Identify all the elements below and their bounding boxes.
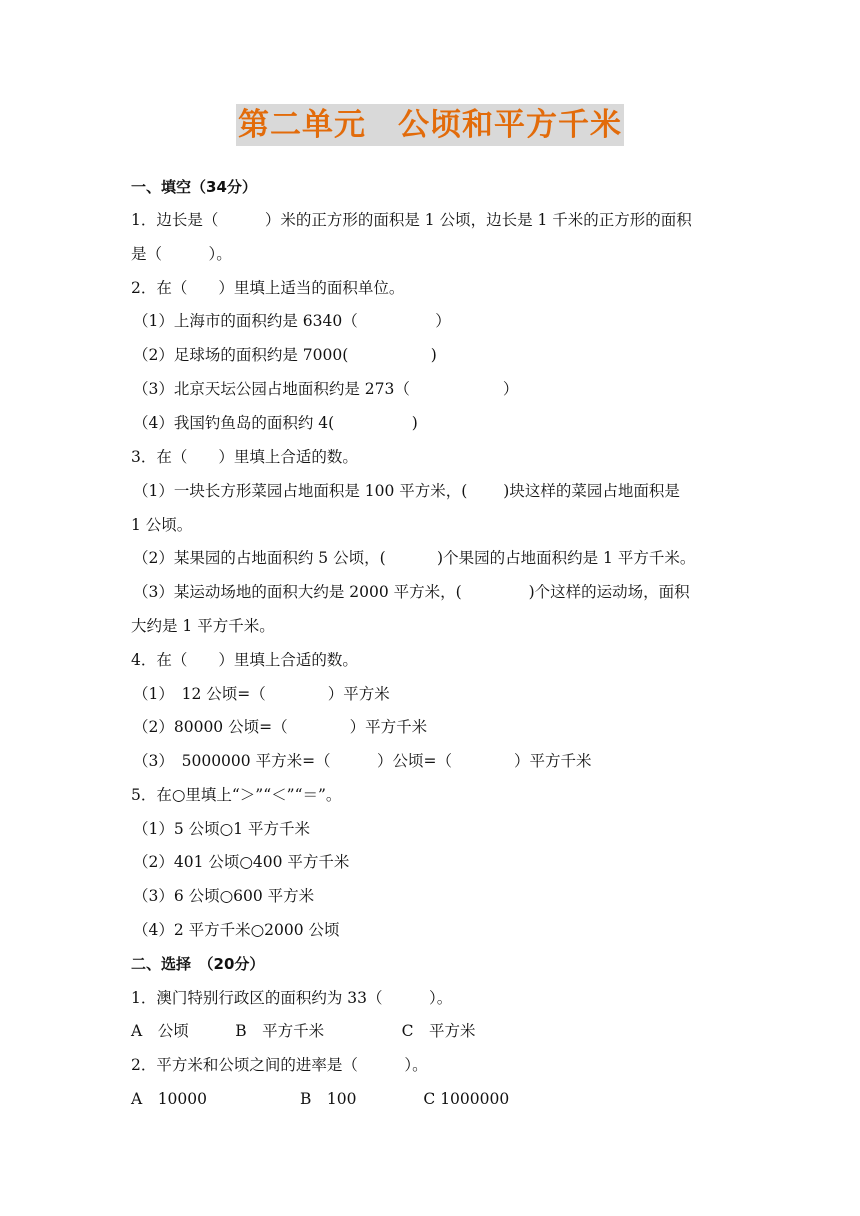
question-line: （4）2 平方千米○2000 公顷 bbox=[133, 921, 340, 939]
question-line: 2．平方米和公顷之间的进率是（ ）。 bbox=[131, 1056, 428, 1074]
question-line: （2）某果园的占地面积约 5 公顷，( )个果园的占地面积约是 1 平方千米。 bbox=[133, 549, 696, 567]
question-line: （4）我国钓鱼岛的面积约 4( ) bbox=[133, 414, 418, 432]
page-title: 第二单元 公顷和平方千米 bbox=[236, 104, 624, 146]
question-line: 1 公顷。 bbox=[131, 516, 193, 534]
question-line: 1．澳门特别行政区的面积约为 33（ ）。 bbox=[131, 989, 453, 1007]
question-line: 3．在（ ）里填上合适的数。 bbox=[131, 448, 358, 466]
question-line: （1）5 公顷○1 平方千米 bbox=[133, 820, 310, 838]
question-line: 5．在○里填上“＞”“＜”“＝”。 bbox=[131, 786, 342, 804]
question-line: （1） 12 公顷=（ ）平方米 bbox=[133, 685, 390, 703]
answer-options: A 公顷 B 平方千米 C 平方米 bbox=[131, 1022, 476, 1040]
question-line: 是（ ）。 bbox=[131, 245, 232, 263]
question-line: 1．边长是（ ）米的正方形的面积是 1 公顷，边长是 1 千米的正方形的面积 bbox=[131, 211, 692, 229]
question-line: 2．在（ ）里填上适当的面积单位。 bbox=[131, 279, 405, 297]
question-line: 4．在（ ）里填上合适的数。 bbox=[131, 651, 358, 669]
title-container bbox=[0, 104, 860, 146]
question-line: （3）北京天坛公园占地面积约是 273（ ） bbox=[133, 380, 519, 398]
section-heading-choice: 二、选择 （20分） bbox=[131, 955, 265, 973]
question-line: （2）足球场的面积约是 7000( ) bbox=[133, 346, 437, 364]
question-line: （3）某运动场地的面积大约是 2000 平方米，( )个这样的运动场，面积 bbox=[133, 583, 690, 601]
question-line: （2）80000 公顷=（ ）平方千米 bbox=[133, 718, 428, 736]
question-line: （2）401 公顷○400 平方千米 bbox=[133, 853, 350, 871]
question-line: （1）一块长方形菜园占地面积是 100 平方米，( )块这样的菜园占地面积是 bbox=[133, 482, 680, 500]
question-line: （1）上海市的面积约是 6340（ ） bbox=[133, 312, 451, 330]
section-heading-fill-blank: 一、填空（34分） bbox=[131, 178, 257, 196]
question-line: （3）6 公顷○600 平方米 bbox=[133, 887, 315, 905]
question-line: 大约是 1 平方千米。 bbox=[131, 617, 275, 635]
question-line: （3） 5000000 平方米=（ ）公顷=（ ）平方千米 bbox=[133, 752, 592, 770]
answer-options: A 10000 B 100 C 1000000 bbox=[131, 1090, 510, 1108]
